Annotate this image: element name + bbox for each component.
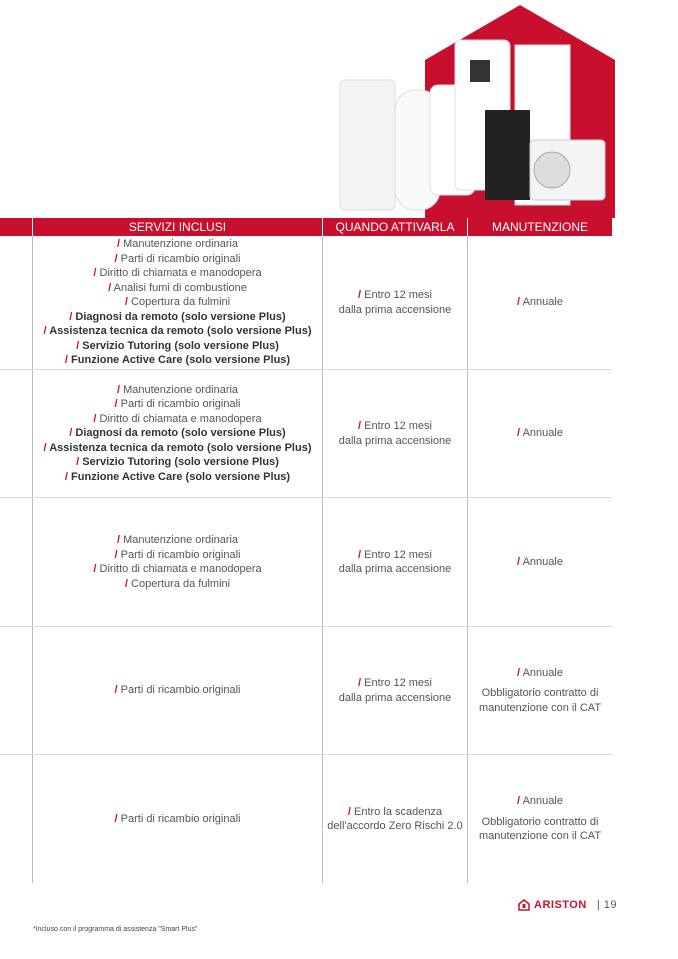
- maintenance-cell: [467, 498, 612, 626]
- header-manutenzione: MANUTENZIONE: [467, 218, 612, 236]
- table-header: [0, 218, 612, 236]
- maintenance-value: / Annuale: [517, 296, 563, 309]
- maintenance-note: [479, 815, 601, 844]
- maintenance-value: / Annuale: [517, 666, 563, 679]
- header-servizi: SERVIZI INCLUSI: [32, 218, 322, 236]
- activation-line: dalla prima accensione: [338, 691, 452, 704]
- activation-line: / Entro 12 mesi: [358, 289, 432, 301]
- page-number: | 19: [596, 899, 617, 911]
- service-item: / Manutenzione ordinaria: [116, 238, 239, 251]
- note-line: manutenzione con il CAT: [478, 830, 602, 843]
- activation-line: dell'accordo Zero Rischi 2.0: [327, 820, 463, 832]
- service-item: / Diagnosi da remoto (solo versione Plus): [69, 427, 286, 440]
- table-row: [0, 370, 612, 498]
- service-item: / Diritto di chiamata e manodopera: [93, 267, 262, 280]
- service-item: / Diagnosi da remoto (solo versione Plus): [69, 310, 286, 323]
- service-item: / Copertura da fulmini: [124, 296, 231, 309]
- activation-line: / Entro la scadenza: [347, 805, 443, 818]
- maintenance-note: [479, 686, 601, 715]
- maintenance-value: / Annuale: [517, 795, 563, 808]
- service-item: / Parti di ricambio originali: [114, 812, 241, 825]
- service-item: / Diritto di chiamata e manodopera: [93, 412, 262, 425]
- table-row: [0, 236, 612, 370]
- service-item: / Diritto di chiamata e manodopera: [93, 563, 262, 575]
- maintenance-cell: [467, 627, 612, 754]
- maintenance-value: / Annuale: [517, 555, 563, 568]
- activation-cell: [322, 236, 467, 369]
- service-item: / Manutenzione ordinaria: [116, 534, 239, 546]
- table-row: [0, 498, 612, 627]
- header-quando: QUANDO ATTIVARLA: [322, 218, 467, 236]
- brand-name: ARISTON: [534, 899, 587, 911]
- services-cell: [32, 370, 322, 497]
- services-cell: [32, 498, 322, 626]
- services-cell: [32, 755, 322, 883]
- note-line: Obbligatorio contratto di: [481, 687, 599, 700]
- house-icon: [518, 899, 530, 911]
- activation-line: dalla prima accensione: [338, 563, 452, 575]
- service-item: / Funzione Active Care (solo versione Plus): [64, 470, 291, 483]
- footnote: *Incluso con il programma di assistenza "Smart Plus": [33, 926, 198, 933]
- service-item: / Parti di ricambio originali: [114, 548, 241, 561]
- activation-line: / Entro 12 mesi: [358, 677, 432, 689]
- service-item: / Assistenza tecnica da remoto (solo versione Plus): [43, 441, 312, 454]
- activation-line: / Entro 12 mesi: [358, 548, 432, 561]
- maintenance-cell: [467, 755, 612, 883]
- activation-cell: [322, 370, 467, 497]
- activation-line: dalla prima accensione: [338, 434, 452, 447]
- service-item: / Analisi fumi di combustione: [108, 281, 247, 294]
- service-item: / Manutenzione ordinaria: [116, 383, 239, 396]
- maintenance-cell: [467, 370, 612, 497]
- activation-line: / Entro 12 mesi: [358, 420, 432, 432]
- services-cell: [32, 236, 322, 369]
- service-item: / Assistenza tecnica da remoto (solo versione Plus): [43, 325, 312, 338]
- service-item: / Parti di ricambio originali: [114, 252, 241, 265]
- service-item: / Parti di ricambio originali: [114, 398, 241, 411]
- table-row: [0, 755, 612, 883]
- service-item: / Servizio Tutoring (solo versione Plus): [76, 339, 279, 352]
- service-item: / Parti di ricambio originali: [114, 684, 241, 697]
- activation-cell: [322, 627, 467, 754]
- service-item: / Funzione Active Care (solo versione Plus): [64, 354, 291, 367]
- note-line: manutenzione con il CAT: [478, 701, 602, 714]
- activation-cell: [322, 498, 467, 626]
- products-image: [330, 0, 620, 218]
- activation-cell: [322, 755, 467, 883]
- activation-line: dalla prima accensione: [338, 303, 452, 316]
- maintenance-value: / Annuale: [517, 427, 563, 440]
- maintenance-cell: [467, 236, 612, 369]
- service-item: / Copertura da fulmini: [124, 577, 231, 590]
- note-line: Obbligatorio contratto di: [481, 815, 599, 828]
- services-cell: [32, 627, 322, 754]
- table-row: [0, 627, 612, 755]
- brand-logo: [518, 899, 617, 911]
- service-item: / Servizio Tutoring (solo versione Plus): [76, 456, 279, 469]
